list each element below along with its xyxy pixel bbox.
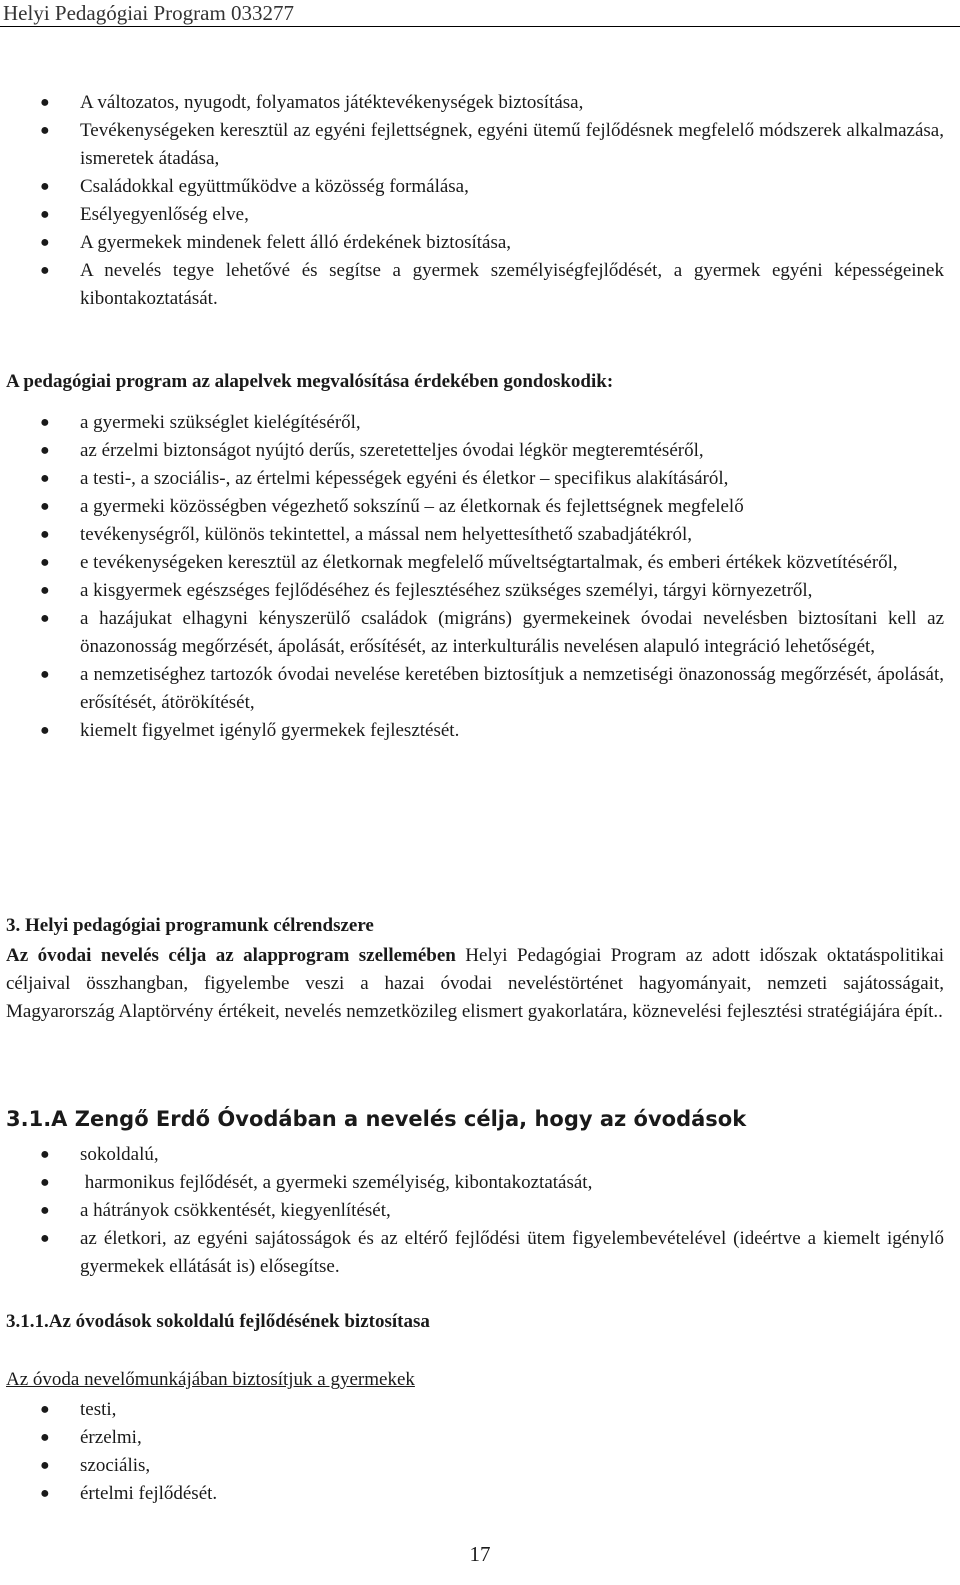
paragraph-body: Helyi Pedagógiai Program az adott időszak oktatáspolitikai céljaival összhangban, figyelembe veszi a hazai óvodai neveléstörténet hagyományait, nemzeti sajátosságait, Magyarország Alaptörvény értékeit, nevelés nemzetközileg elismert gyakorlatára, köznevelési fejlesztési stratégiájára épít.. — [6, 945, 944, 1022]
list-item: ● a kisgyermek egészséges fejlődéséhez és fejlesztéséhez szükséges személyi, tárgyi környezetről, — [0, 577, 944, 605]
bullet-icon: ● — [40, 1202, 50, 1219]
bullet-icon: ● — [40, 1230, 50, 1247]
bullet-icon: ● — [40, 234, 50, 251]
list-item: ● érzelmi, — [0, 1424, 944, 1452]
development-intro: Az óvoda nevelőmunkájában biztosítjuk a gyermekek — [6, 1369, 415, 1390]
list-item: ● A változatos, nyugodt, folyamatos játéktevékenységek biztosítása, — [0, 89, 944, 117]
bullet-icon: ● — [40, 1429, 50, 1446]
bullet-icon: ● — [40, 94, 50, 111]
bullet-icon: ● — [40, 1457, 50, 1474]
list-item: ● az életkori, az egyéni sajátosságok és az eltérő fejlődési ütem figyelembevételével (ideértve a kiemelt igénylő gyermekek ellátását is) elősegítse. — [0, 1225, 944, 1281]
bullet-icon: ● — [40, 1146, 50, 1163]
bullet-icon: ● — [40, 414, 50, 431]
program-list — [0, 409, 944, 745]
list-item: ● értelmi fejlődését. — [0, 1480, 944, 1508]
list-item: ● a gyermeki szükséglet kielégítéséről, — [0, 409, 944, 437]
bullet-icon: ● — [40, 122, 50, 139]
list-item: ● harmonikus fejlődését, a gyermeki személyiség, kibontakoztatását, — [0, 1169, 944, 1197]
list-item: ● Családokkal együttműködve a közösség formálása, — [0, 173, 944, 201]
bullet-icon: ● — [40, 206, 50, 223]
principles-list — [0, 89, 944, 313]
bullet-icon: ● — [40, 442, 50, 459]
section-3-title: 3. Helyi pedagógiai programunk célrendszere — [6, 915, 374, 936]
list-item: ● a nemzetiséghez tartozók óvodai nevelése keretében biztosítjuk a nemzetiségi önazonosság megőrzését, ápolását, erősítését, átörökítését, — [0, 661, 944, 717]
bullet-icon: ● — [40, 498, 50, 515]
list-item: ● a hazájukat elhagyni kényszerülő családok (migráns) gyermekeinek óvodai nevelésben biztosítani kell az önazonosság megőrzését, ápolását, erősítését, az interkulturális nevelésen alapuló integráció lehetőségét, — [0, 605, 944, 661]
program-heading: A pedagógiai program az alapelvek megvalósítása érdekében gondoskodik: — [6, 371, 614, 392]
paragraph-lead: Az óvodai nevelés célja az alapprogram szellemében — [6, 945, 456, 966]
goals-list — [0, 1141, 944, 1281]
list-item: ● a testi-, a szociális-, az értelmi képességek egyéni és életkor – specifikus alakításáról, — [0, 465, 944, 493]
bullet-icon: ● — [40, 262, 50, 279]
bullet-icon: ● — [40, 582, 50, 599]
bullet-icon: ● — [40, 554, 50, 571]
bullet-icon: ● — [40, 722, 50, 739]
bullet-icon: ● — [40, 1401, 50, 1418]
list-item: ● Tevékenységeken keresztül az egyéni fejlettségnek, egyéni ütemű fejlődésnek megfelelő módszerek alkalmazása, ismeretek átadása, — [0, 117, 944, 173]
bullet-icon: ● — [40, 610, 50, 627]
list-item: ● sokoldalú, — [0, 1141, 944, 1169]
list-item: ● szociális, — [0, 1452, 944, 1480]
bullet-icon: ● — [40, 666, 50, 683]
page-header — [0, 0, 960, 27]
section-3-paragraph — [6, 942, 944, 1026]
bullet-icon: ● — [40, 1485, 50, 1502]
bullet-icon: ● — [40, 178, 50, 195]
list-item: ● A nevelés tegye lehetővé és segítse a gyermek személyiségfejlődését, a gyermek egyéni képességeinek kibontakoztatását. — [0, 257, 944, 313]
bullet-icon: ● — [40, 526, 50, 543]
list-item: ● kiemelt figyelmet igénylő gyermekek fejlesztését. — [0, 717, 944, 745]
list-item: ● e tevékenységeken keresztül az életkornak megfelelő műveltségtartalmak, és emberi értékek közvetítéséről, — [0, 549, 944, 577]
list-item: ● tevékenységről, különös tekintettel, a mással nem helyettesíthető szabadjátékról, — [0, 521, 944, 549]
header-title: Helyi Pedagógiai Program 033277 — [3, 1, 295, 25]
list-item: ● a hátrányok csökkentését, kiegyenlítését, — [0, 1197, 944, 1225]
list-item: ● testi, — [0, 1396, 944, 1424]
list-item: ● Esélyegyenlőség elve, — [0, 201, 944, 229]
list-item: ● A gyermekek mindenek felett álló érdekének biztosítása, — [0, 229, 944, 257]
section-3-1-1-title: 3.1.1.Az óvodások sokoldalú fejlődésének biztosítasa — [6, 1311, 430, 1332]
bullet-icon: ● — [40, 1174, 50, 1191]
section-3-1-title: 3.1.A Zengő Erdő Óvodában a nevelés célja, hogy az óvodások — [6, 1107, 747, 1131]
list-item: ● az érzelmi biztonságot nyújtó derűs, szeretetteljes óvodai légkör megteremtéséről, — [0, 437, 944, 465]
development-list — [0, 1396, 944, 1508]
page-number: 17 — [469, 1542, 491, 1566]
list-item: ● a gyermeki közösségben végezhető sokszínű – az életkornak és fejlettségnek megfelelő — [0, 493, 944, 521]
bullet-icon: ● — [40, 470, 50, 487]
